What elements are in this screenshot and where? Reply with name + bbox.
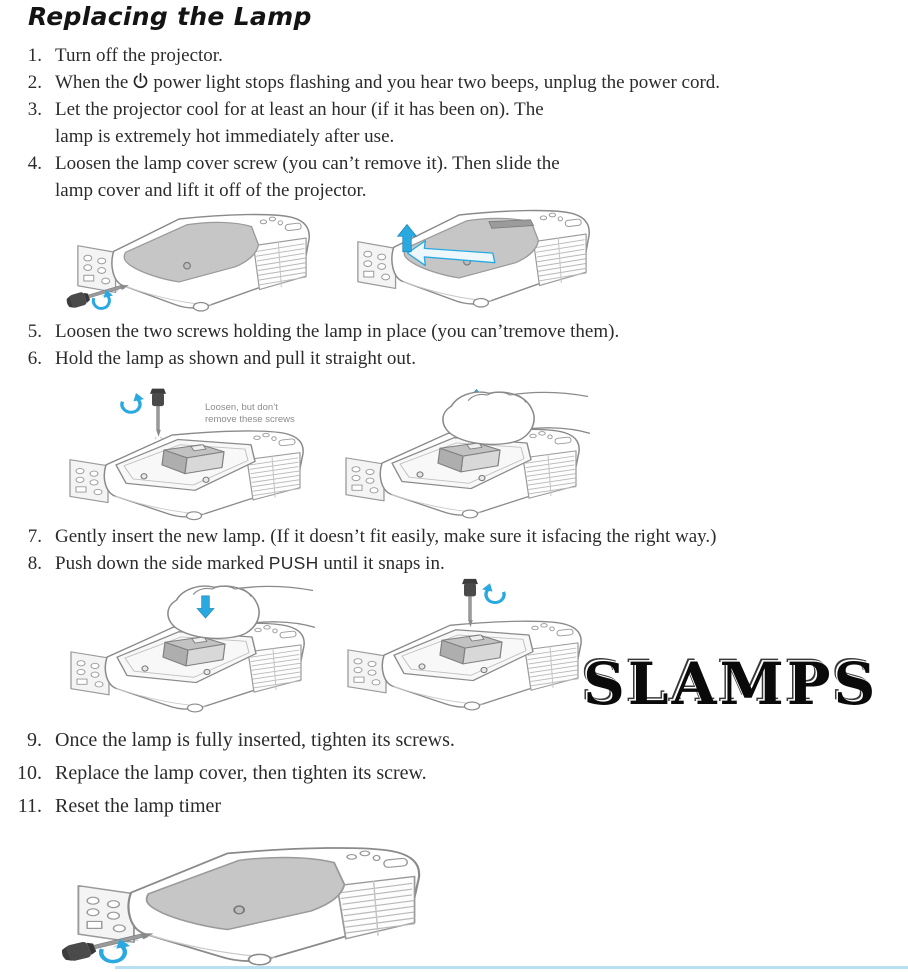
step-number: 6.: [27, 348, 42, 369]
step-text-line1: Let the projector cool for at least an hour (if it has been on). The: [55, 99, 544, 120]
step-number: 11.: [17, 795, 42, 817]
illustration-pull-lamp-out: [330, 386, 592, 528]
step-number: 4.: [27, 153, 42, 174]
illustration-replace-lamp-cover: [55, 828, 435, 972]
step-text: Turn off the projector.: [55, 45, 223, 66]
step-number: 5.: [27, 321, 42, 342]
step-text-pre: When the: [55, 72, 129, 93]
step-text-line1: Loosen the lamp cover screw (you can’t remove it). Then slide the: [55, 153, 560, 174]
step-text: Gently insert the new lamp. (If it doesn’t fit easily, make sure it isfacing the right way.): [55, 526, 717, 547]
step-2: [0, 69, 908, 96]
hand-icon: [443, 392, 534, 444]
step-number: 3.: [27, 99, 42, 120]
illustration-push-lamp-down: [55, 580, 317, 722]
page-title: Replacing the Lamp: [28, 2, 312, 31]
bottom-rule: [115, 966, 908, 969]
step-1: [0, 42, 908, 69]
step-number: 8.: [27, 553, 42, 574]
step-3: [0, 96, 908, 150]
step-number: 1.: [27, 45, 42, 66]
slamps-logo: SLAMPS: [583, 650, 879, 718]
caption-line1: Loosen, but don’t: [205, 402, 278, 413]
step-text: [55, 69, 720, 96]
screwdriver-icon: [462, 579, 478, 627]
step-number: 2.: [27, 72, 42, 93]
power-icon: [133, 73, 148, 90]
screwdriver-icon: [150, 389, 166, 437]
hand-icon: [168, 586, 259, 638]
step-text-post: until it snaps in.: [323, 553, 445, 574]
step-text: Reset the lamp timer: [55, 795, 222, 817]
steps-group-1: [0, 42, 908, 204]
steps-group-3: [0, 523, 908, 577]
illustration-loosen-lamp-cover-screw: [62, 198, 320, 322]
step-11: [0, 790, 908, 823]
step-text-line2: lamp is extremely hot immediately after use.: [55, 126, 395, 147]
step-9: [0, 724, 908, 757]
illustration-slide-lamp-cover-off: [342, 194, 600, 318]
step-number: 9.: [27, 729, 42, 751]
step-10: [0, 757, 908, 790]
step-text: [55, 96, 544, 150]
step-number: 10.: [17, 762, 42, 784]
push-label: PUSH: [268, 553, 319, 573]
step-text: Once the lamp is fully inserted, tighten its screws.: [55, 729, 455, 751]
step-text: Replace the lamp cover, then tighten its screw.: [55, 762, 427, 784]
caption-line2: remove these screws: [205, 414, 295, 425]
step-8: [0, 550, 908, 577]
step-text-post: power light stops flashing and you hear two beeps, unplug the power cord.: [153, 72, 721, 93]
step-text: Loosen the two screws holding the lamp in place (you can’tremove them).: [55, 321, 620, 342]
step-text: Hold the lamp as shown and pull it straight out.: [55, 348, 416, 369]
step-text-line2: lamp cover and lift it off of the projector.: [55, 180, 367, 201]
step-number: 7.: [27, 526, 42, 547]
step-text-pre: Push down the side marked: [55, 553, 264, 574]
illustration-tighten-lamp-screws: [332, 578, 594, 720]
steps-group-2: [0, 318, 908, 372]
step-text: [55, 550, 445, 577]
steps-group-4: [0, 724, 908, 823]
rotate-arrow-icon: [482, 583, 504, 602]
step-5: [0, 318, 908, 345]
illustration-caption: [205, 402, 295, 426]
rotate-arrow-icon: [122, 393, 144, 412]
step-6: [0, 345, 908, 372]
